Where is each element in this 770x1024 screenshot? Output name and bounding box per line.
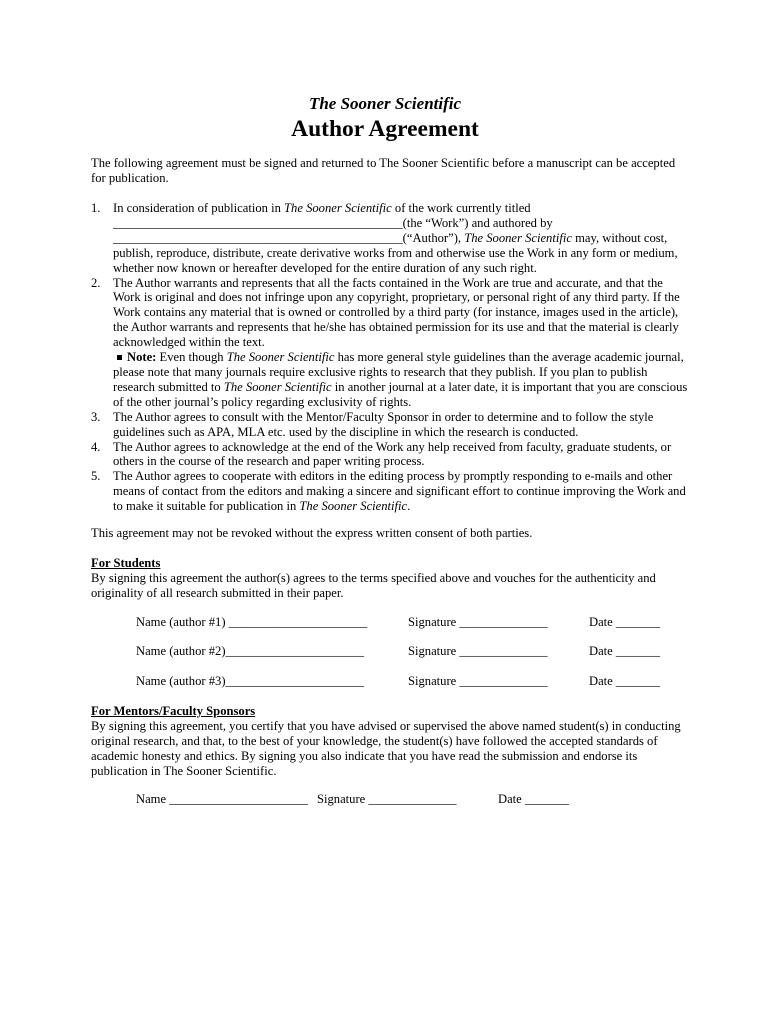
mentors-heading: For Mentors/Faculty Sponsors	[91, 704, 256, 718]
journal-italic: The Sooner Scientific	[226, 350, 335, 365]
author-name-field[interactable]: Name (author #2)______________________	[136, 644, 365, 658]
term-item-1	[91, 201, 691, 276]
term-text: of the work currently titled	[391, 201, 531, 215]
term-number: 1.	[91, 201, 101, 215]
intro-paragraph: The following agreement must be signed and returned to The Sooner Scientific before a manuscript can be accepted for publication.	[91, 156, 676, 185]
square-bullet-icon	[117, 355, 122, 360]
term-number: 2.	[91, 275, 101, 290]
note-text: in another journal at a later date, it is important that you are conscious of the other journal’s policy regarding exclusivity of rights.	[113, 379, 688, 409]
mentor-signature-field[interactable]: Signature ______________	[317, 792, 457, 806]
terms-list	[91, 201, 691, 514]
work-title-blank: ______________________________________________(the “Work”) and authored by	[113, 215, 553, 230]
term-item-2	[91, 276, 691, 410]
author-name-field[interactable]: Name (author #1) ______________________	[136, 615, 368, 629]
mentors-statement: By signing this agreement, you certify that you have advised or supervised the above named student(s) in conducting original research, and that, to the best of your knowledge, the student(s) have followed the accepted standards of academic honesty and ethics. By signing you also indicate that you have read the submission and endorse its publication in The Sooner Scientific.	[91, 718, 681, 778]
students-section	[91, 556, 691, 601]
term-number: 5.	[91, 469, 101, 484]
term-number: 3.	[91, 409, 101, 424]
author-name-field[interactable]: Name (author #3)______________________	[136, 674, 365, 688]
term-item-3	[91, 410, 691, 440]
term-text: The Author agrees to acknowledge at the end of the Work any help received from faculty, graduate students, or others in the course of the research and paper writing process.	[113, 439, 672, 469]
note-label: Note:	[127, 350, 157, 365]
mentor-date-field[interactable]: Date _______	[498, 792, 569, 806]
signature-field[interactable]: Signature ______________	[408, 644, 548, 658]
author-blank: ______________________________________________(“Author”),	[113, 230, 465, 245]
note-text: Even though	[156, 350, 227, 365]
term-text: The Author agrees to consult with the Mentor/Faculty Sponsor in order to determine and to follow the style guidelines such as APA, MLA etc. used by the discipline in which the research is conducted.	[113, 409, 654, 439]
term-text: The Author warrants and represents that all the facts contained in the Work are true and accurate, and that the Work is original and does not infringe upon any copyright, proprietary, or personal right of any third party. If the Work contains any material that is owned or controlled by a third party (for instance, images used in the article), the Author warrants and represents that he/she has obtained permission for its use and that the material is clearly acknowledged within the text.	[113, 275, 680, 350]
student-signature-row-1	[0, 615, 770, 631]
date-field[interactable]: Date _______	[589, 674, 660, 688]
journal-italic: The Sooner Scientific	[223, 379, 332, 394]
term-item-4	[91, 440, 691, 470]
journal-name: The Sooner Scientific	[308, 94, 462, 113]
date-field[interactable]: Date _______	[589, 644, 660, 658]
mentors-section	[91, 704, 691, 779]
note-block	[113, 350, 691, 410]
student-signature-row-3	[0, 674, 770, 690]
mentor-name-field[interactable]: Name ______________________	[136, 792, 308, 806]
journal-italic: The Sooner Scientific	[284, 201, 392, 215]
term-number: 4.	[91, 439, 101, 454]
date-field[interactable]: Date _______	[589, 615, 660, 629]
journal-italic: The Sooner Scientific	[464, 230, 572, 245]
term-text: The Author agrees to cooperate with editors in the editing process by promptly responding to e-mails and other means of contact from the editors and making a sincere and significant effort to continue improving the Work and to make it suitable for publication in	[113, 469, 686, 514]
journal-italic: The Sooner Scientific	[299, 499, 408, 514]
students-statement: By signing this agreement the author(s) agrees to the terms specified above and vouches for the authenticity and originality of all research submitted in their paper.	[91, 570, 656, 600]
mentor-signature-row	[0, 792, 770, 808]
signature-field[interactable]: Signature ______________	[408, 615, 548, 629]
signature-field[interactable]: Signature ______________	[408, 674, 548, 688]
note-text: has more general style guidelines than the average academic journal, please note that many journals require exclusive rights to research that they publish. If you plan to publish research submitted to	[113, 350, 684, 394]
term-text: In consideration of publication in	[113, 201, 285, 215]
term-text: .	[407, 499, 411, 514]
student-signature-row-2	[0, 644, 770, 660]
revocation-statement: This agreement may not be revoked without the express written consent of both parties.	[91, 526, 533, 540]
term-text: may, without cost, publish, reproduce, distribute, create derivative works from and otherwise use the Work in any form or medium, whether now known or hereafter developed for the entire duration of any such right.	[113, 230, 678, 275]
page-title: Author Agreement	[291, 116, 479, 142]
term-item-5	[91, 469, 691, 514]
students-heading: For Students	[91, 556, 161, 570]
